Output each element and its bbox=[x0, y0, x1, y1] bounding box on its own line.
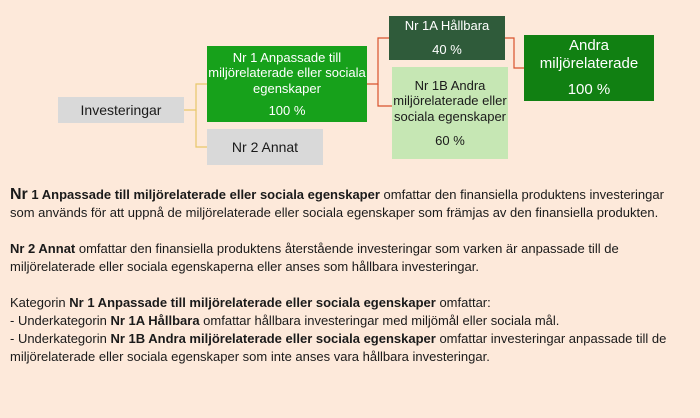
nr2-label: Nr 2 Annat bbox=[231, 138, 299, 155]
nr1-box bbox=[207, 46, 367, 122]
nr1a-box bbox=[389, 16, 505, 60]
explanation-text bbox=[10, 186, 690, 384]
andra-box bbox=[524, 35, 654, 101]
p3-line2-bold: Nr 1B Andra miljörelaterade eller sociala egenskaper bbox=[110, 331, 436, 346]
p1-nr: Nr bbox=[10, 186, 28, 203]
p3-line1-prefix: - Underkategorin bbox=[10, 313, 111, 328]
paragraph-nr2 bbox=[10, 240, 690, 276]
p1-bold: 1 Anpassade till miljörelaterade eller sociala egenskaper bbox=[27, 187, 380, 202]
andra-percent: 100 % bbox=[567, 81, 611, 98]
nr1b-box bbox=[392, 67, 508, 159]
p3-bold: Nr 1 Anpassade till miljörelaterade eller sociala egenskaper bbox=[69, 295, 436, 310]
nr2-box bbox=[207, 129, 323, 165]
connector-investments-to-nr2 bbox=[196, 110, 207, 147]
p3-intro: Kategorin bbox=[10, 295, 70, 310]
connector-nr1-to-nr1b bbox=[378, 84, 392, 106]
p3-line1-body: omfattar hållbara investeringar med miljömål eller sociala mål. bbox=[199, 313, 560, 328]
nr1b-percent: 60 % bbox=[435, 132, 465, 148]
paragraph-categories bbox=[10, 294, 690, 366]
connector-nr1a-to-andra bbox=[505, 38, 524, 68]
nr1-label: Nr 1 Anpassade till miljörelaterade eller sociala egenskaper bbox=[208, 49, 366, 96]
p3-line2-body: omfattar investeringar anpassade till de miljörelaterade eller sociala egenskaper som inte anses vara hållbara investeringar. bbox=[10, 331, 667, 364]
p3-line1-bold: Nr 1A Hållbara bbox=[110, 313, 200, 328]
p2-bold: Nr 2 Annat bbox=[10, 241, 76, 256]
nr1-percent: 100 % bbox=[268, 102, 306, 118]
p3-after: omfattar: bbox=[435, 295, 491, 310]
connector-nr1-to-nr1a bbox=[367, 38, 389, 84]
nr1a-label: Nr 1A Hållbara bbox=[404, 18, 490, 34]
investments-box bbox=[58, 97, 184, 123]
paragraph-nr1 bbox=[10, 186, 690, 222]
nr1a-percent: 40 % bbox=[432, 42, 462, 57]
investments-label: Investeringar bbox=[80, 101, 162, 118]
connector-investments-to-nr1 bbox=[184, 84, 207, 110]
p3-line2-prefix: - Underkategorin bbox=[10, 331, 111, 346]
andra-label: Andra miljörelaterade bbox=[539, 37, 639, 72]
p2-body: omfattar den finansiella produktens återstående investeringar som varken är anpassade till de miljörelaterade eller sociala egenskaperna eller anses som hållbara investeringar. bbox=[10, 241, 619, 274]
p1-body: omfattar den finansiella produktens investeringar som används för att uppnå de miljörelaterade eller sociala egenskaper som främjas av den finansiella produkten. bbox=[10, 187, 664, 220]
nr1b-label: Nr 1B Andra miljörelaterade eller sociala egenskaper bbox=[393, 77, 507, 124]
